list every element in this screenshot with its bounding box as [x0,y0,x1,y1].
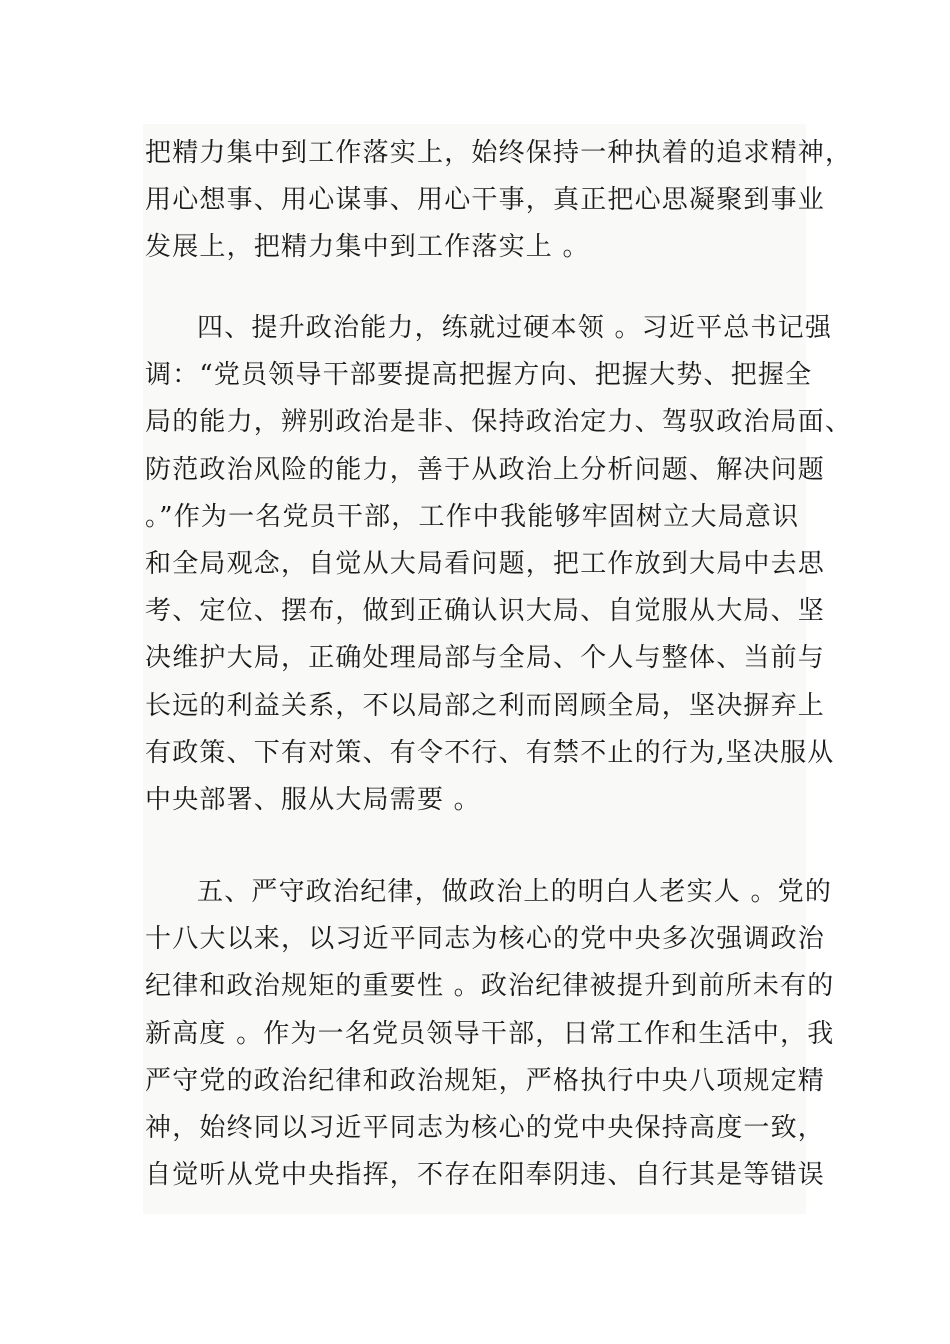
text-line: 防范政治风险的能力，善于从政治上分析问题、解决问题 [145,454,826,485]
text-line: 自觉听从党中央指挥，不存在阳奉阴违、自行其是等错误 [145,1160,826,1191]
text-line: 新高度 。作为一名党员领导干部，日常工作和生活中，我 [145,1018,835,1049]
paragraph-section-five [145,869,835,1199]
text-line: 十八大以来，以习近平同志为核心的党中央多次强调政治 [145,924,826,955]
text-line: 四、提升政治能力，练就过硬本领 。习近平总书记强 [197,313,833,343]
text-line: 有政策、下有对策、有令不行、有禁不止的行为,坚决服从 [145,737,835,768]
text-line: 长远的利益关系，不以局部之利而罔顾全局，坚决摒弃上 [145,690,826,721]
paragraph-continuation [145,130,853,272]
text-line: 调：“党员领导干部要提高把握方向、把握大势、把握全 [145,360,813,391]
text-line: 局的能力，辨别政治是非、保持政治定力、驾驭政治局面、 [145,407,853,438]
text-line: 五、严守政治纪律，做政治上的明白人老实人 。党的 [197,877,833,907]
text-line: 中央部署、服从大局需要 。 [145,784,481,815]
text-line: 神，始终同以习近平同志为核心的党中央保持高度一致， [145,1112,826,1143]
text-line: 严守党的政治纪律和政治规矩，严格执行中央八项规定精 [145,1065,826,1096]
text-line: 考、定位、摆布，做到正确认识大局、自觉服从大局、坚 [145,596,826,627]
text-line: 发展上，把精力集中到工作落实上 。 [145,232,590,263]
text-line: 。”作为一名党员干部，工作中我能够牢固树立大局意识 [145,501,800,532]
text-line: 纪律和政治规矩的重要性 。政治纪律被提升到前所未有的 [145,971,835,1002]
text-line: 把精力集中到工作落实上，始终保持一种执着的追求精神， [145,138,853,168]
text-line: 用心想事、用心谋事、用心干事，真正把心思凝聚到事业 [145,185,826,216]
text-line: 决维护大局，正确处理局部与全局、个人与整体、当前与 [145,643,826,674]
paragraph-section-four [145,305,853,824]
text-line: 和全局观念，自觉从大局看问题，把工作放到大局中去思 [145,548,826,579]
